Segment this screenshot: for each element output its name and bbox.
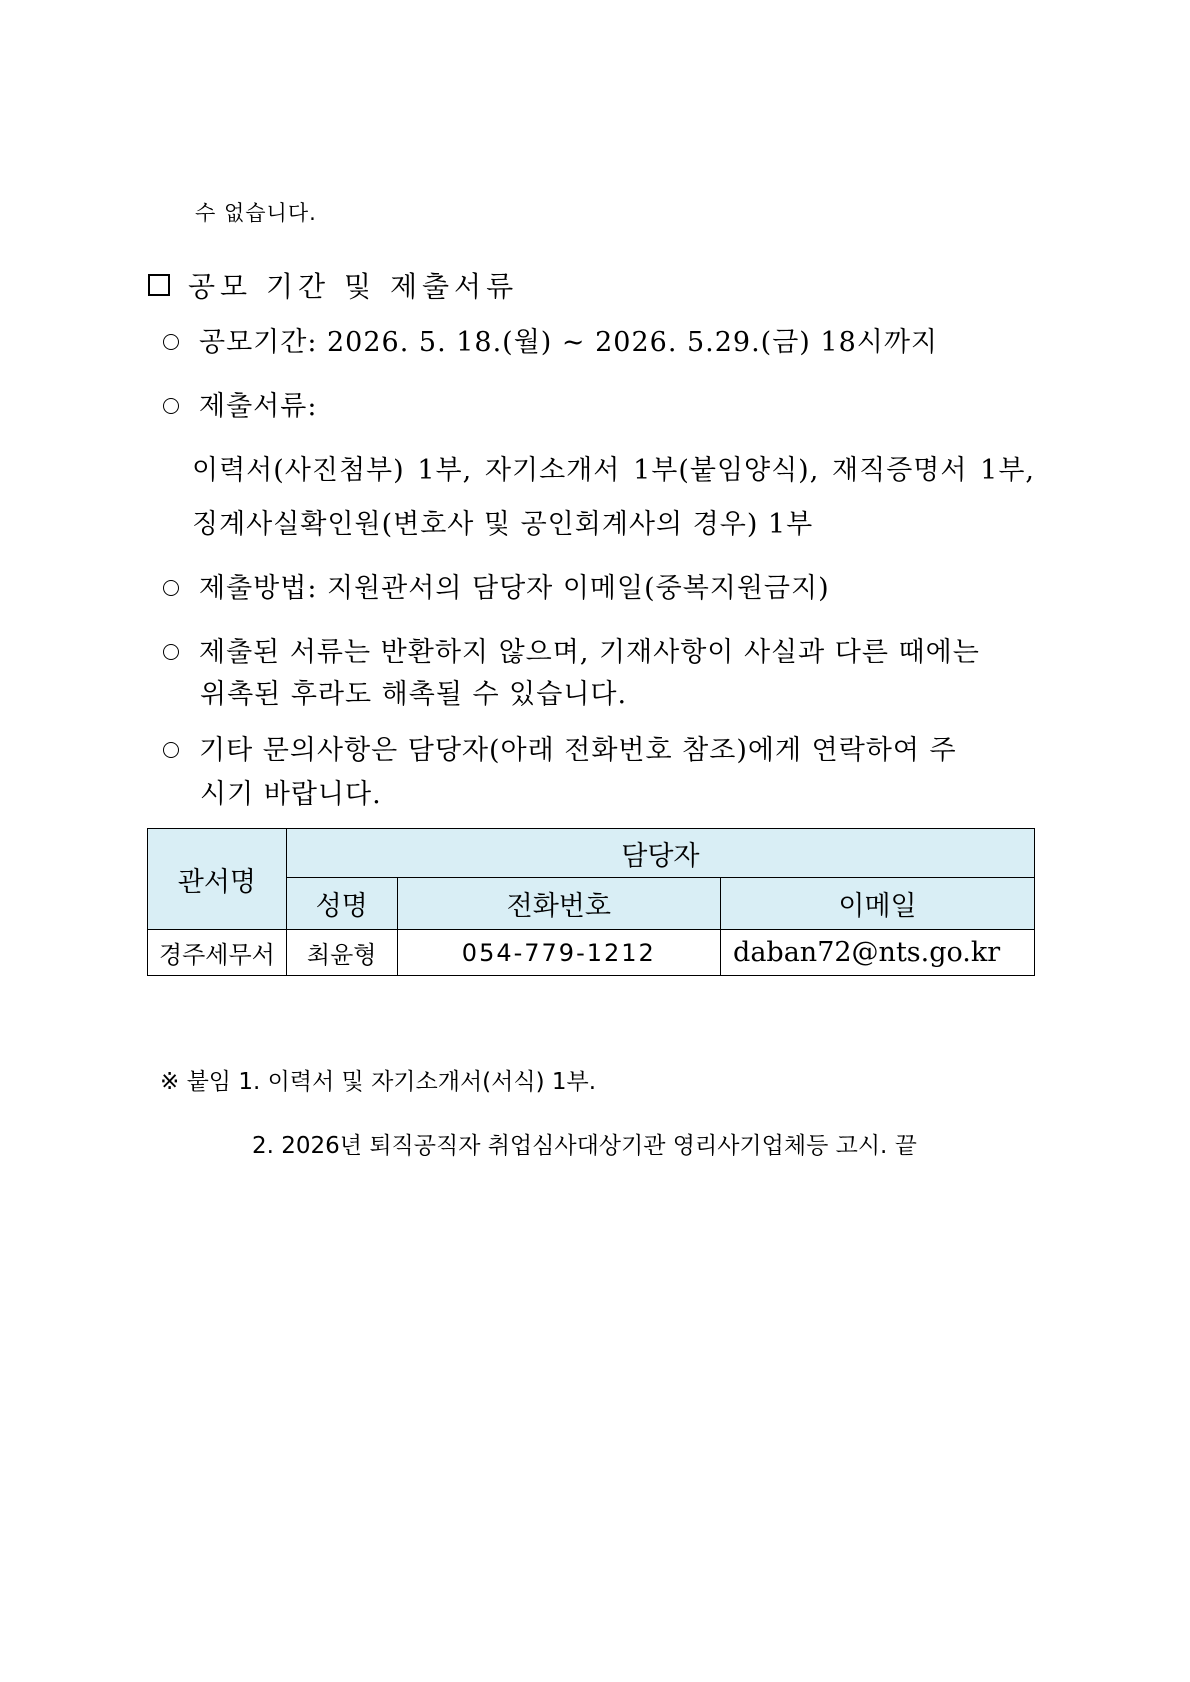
circle-bullet-icon <box>163 398 179 414</box>
name-header: 성명 <box>286 878 397 930</box>
documents-item <box>163 384 317 423</box>
email-cell: daban72@nts.go.kr <box>721 930 1035 976</box>
contact-header: 담당자 <box>286 829 1034 878</box>
section-title: 공모 기간 및 제출서류 <box>188 270 519 303</box>
name-cell: 최윤형 <box>286 930 397 976</box>
documents-label: 제출서류: <box>199 391 318 422</box>
inquiry-line-2: 시기 바랍니다. <box>200 779 382 810</box>
attachment-line-1: ※ 붙임 1. 이력서 및 자기소개서(서식) 1부. <box>160 1069 597 1095</box>
method-item <box>163 566 830 605</box>
method-text: 제출방법: 지원관서의 담당자 이메일(중복지원금지) <box>199 573 830 604</box>
continuation-text: 수 없습니다. <box>195 201 317 225</box>
contact-table <box>147 828 1035 976</box>
circle-bullet-icon <box>163 334 179 350</box>
office-header: 관서명 <box>148 829 287 930</box>
phone-cell: 054-779-1212 <box>397 930 720 976</box>
section-heading <box>148 265 518 305</box>
circle-bullet-icon <box>163 742 179 758</box>
email-header: 이메일 <box>721 878 1035 930</box>
return-line-1: 제출된 서류는 반환하지 않으며, 기재사항이 사실과 다른 때에는 <box>199 637 980 668</box>
period-text: 공모기간: 2026. 5. 18.(월) ~ 2026. 5.29.(금) 18시까지 <box>199 327 939 358</box>
documents-line-1: 이력서(사진첨부) 1부, 자기소개서 1부(붙임양식), 재직증명서 1부, <box>192 455 1035 486</box>
office-cell: 경주세무서 <box>148 930 287 976</box>
inquiry-item <box>163 728 957 767</box>
return-line-2: 위촉된 후라도 해촉될 수 있습니다. <box>200 679 628 710</box>
table-row <box>148 930 1035 976</box>
attachment-line-2: 2. 2026년 퇴직공직자 취업심사대상기관 영리사기업체등 고시. 끝 <box>252 1133 917 1159</box>
checkbox-icon <box>148 274 170 296</box>
circle-bullet-icon <box>163 580 179 596</box>
period-item <box>163 320 938 359</box>
documents-line-2: 징계사실확인원(변호사 및 공인회계사의 경우) 1부 <box>192 509 814 540</box>
inquiry-line-1: 기타 문의사항은 담당자(아래 전화번호 참조)에게 연락하여 주 <box>199 735 957 766</box>
circle-bullet-icon <box>163 644 179 660</box>
return-item <box>163 630 980 669</box>
phone-header: 전화번호 <box>397 878 720 930</box>
